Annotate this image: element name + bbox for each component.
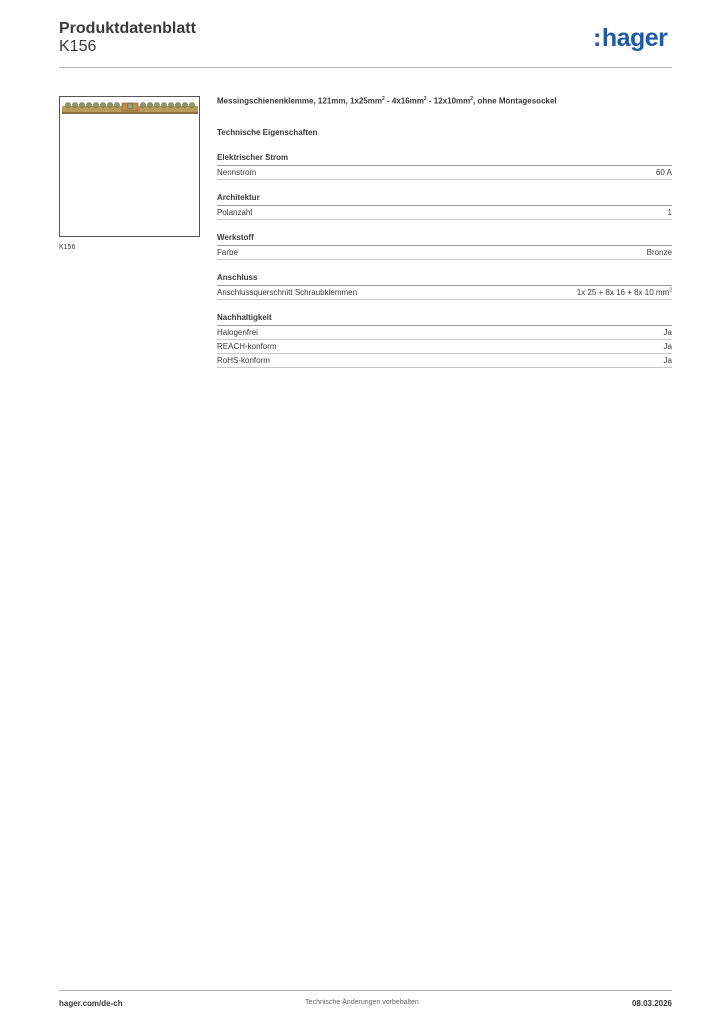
property-value: 1x 25 + 8x 16 + 8x 10 $mm^2$ xyxy=(576,287,672,297)
property-label: RoHS-konform xyxy=(217,356,270,365)
property-row xyxy=(217,340,672,354)
property-value: Bronze xyxy=(646,248,672,257)
product-code: K156 xyxy=(59,38,97,55)
technical-properties-heading: Technische Eigenschaften xyxy=(217,128,318,137)
property-label: Polanzahl xyxy=(217,208,253,217)
hager-logo: :hager xyxy=(593,24,668,52)
group-title: Nachhaltigkeit xyxy=(217,313,672,326)
busbar-terminal-image xyxy=(62,101,198,117)
header-divider xyxy=(59,67,672,68)
property-value: 1 xyxy=(667,208,672,217)
product-details xyxy=(217,96,672,368)
footer-divider xyxy=(59,990,672,991)
image-caption: K156 xyxy=(59,244,76,251)
product-image-frame xyxy=(59,96,200,237)
footer-disclaimer: Technische Änderungen vorbehalten xyxy=(305,999,419,1006)
page-title: Produktdatenblatt xyxy=(59,20,196,37)
property-row xyxy=(217,354,672,368)
property-value: Ja xyxy=(663,342,672,351)
property-label: REACH-konform xyxy=(217,342,277,351)
product-description: Messingschienenklemme, 121mm, $1x25mm^2 - 4x16mm^2 - 12x10mm^2$, ohne Montagesockel xyxy=(217,96,557,106)
property-row xyxy=(217,206,672,220)
property-label: Halogenfrei xyxy=(217,328,258,337)
property-row xyxy=(217,326,672,340)
footer-website-link[interactable]: hager.com/de-ch xyxy=(59,999,123,1008)
property-label: Anschlussquerschnitt Schraubklemmen xyxy=(217,288,358,297)
property-value: Ja xyxy=(663,328,672,337)
group-title: Elektrischer Strom xyxy=(217,153,672,166)
group-title: Anschluss xyxy=(217,273,672,286)
property-label: Nennstrom xyxy=(217,168,257,177)
property-row xyxy=(217,166,672,180)
property-value: Ja xyxy=(663,356,672,365)
property-row xyxy=(217,246,672,260)
group-title: Architektur xyxy=(217,193,672,206)
footer-date: 08.03.2026 xyxy=(631,999,672,1008)
property-value: 60 A xyxy=(655,168,672,177)
property-row xyxy=(217,286,672,300)
group-title: Werkstoff xyxy=(217,233,672,246)
property-label: Farbe xyxy=(217,248,238,257)
